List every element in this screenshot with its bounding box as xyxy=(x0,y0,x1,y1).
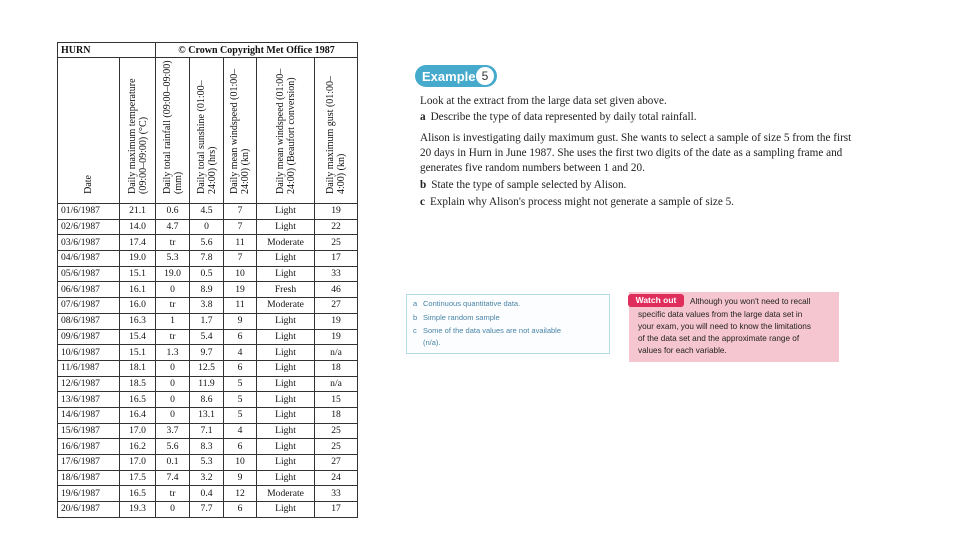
rainfall-cell: 0 xyxy=(156,376,190,392)
beaufort-cell: Light xyxy=(257,251,315,267)
example-scenario-line-2: 20 days in Hurn in June 1987. She uses the first two digits of the date as a sampling frame and xyxy=(420,147,843,159)
table-row xyxy=(58,407,358,423)
table-body xyxy=(58,204,358,518)
date-cell: 05/6/1987 xyxy=(58,266,120,282)
windspeed-cell: 19 xyxy=(224,282,257,298)
header-total-sunshine: Daily total sunshine (01:00–24:00) (hrs) xyxy=(190,58,224,204)
gust-cell: 19 xyxy=(315,329,358,345)
date-cell: 09/6/1987 xyxy=(58,329,120,345)
max-temp-cell: 15.1 xyxy=(120,266,156,282)
table-row xyxy=(58,455,358,471)
sunshine-cell: 8.6 xyxy=(190,392,224,408)
solution-a: a Continuous quantitative data. xyxy=(413,299,521,308)
table-row xyxy=(58,345,358,361)
table-row xyxy=(58,235,358,251)
windspeed-cell: 7 xyxy=(224,219,257,235)
table-row xyxy=(58,204,358,220)
example-intro: Look at the extract from the large data set given above. xyxy=(420,95,667,107)
rainfall-cell: 0 xyxy=(156,392,190,408)
date-cell: 11/6/1987 xyxy=(58,360,120,376)
sunshine-cell: 0.5 xyxy=(190,266,224,282)
beaufort-cell: Light xyxy=(257,219,315,235)
date-cell: 07/6/1987 xyxy=(58,298,120,314)
example-part-a: a Describe the type of data represented by daily total rainfall. xyxy=(420,111,697,123)
beaufort-cell: Light xyxy=(257,345,315,361)
gust-cell: 27 xyxy=(315,298,358,314)
rainfall-cell: tr xyxy=(156,486,190,502)
beaufort-cell: Light xyxy=(257,470,315,486)
max-temp-cell: 18.1 xyxy=(120,360,156,376)
gust-cell: 18 xyxy=(315,360,358,376)
date-cell: 12/6/1987 xyxy=(58,376,120,392)
max-temp-cell: 16.5 xyxy=(120,486,156,502)
location-label: HURN xyxy=(58,43,156,58)
windspeed-cell: 7 xyxy=(224,204,257,220)
date-cell: 15/6/1987 xyxy=(58,423,120,439)
gust-cell: 19 xyxy=(315,313,358,329)
sunshine-cell: 12.5 xyxy=(190,360,224,376)
gust-cell: 25 xyxy=(315,423,358,439)
gust-cell: 17 xyxy=(315,251,358,267)
windspeed-cell: 6 xyxy=(224,360,257,376)
watch-out-line-4: of the data set and the approximate range of xyxy=(638,334,800,343)
rainfall-cell: 0 xyxy=(156,360,190,376)
rainfall-cell: tr xyxy=(156,298,190,314)
windspeed-cell: 5 xyxy=(224,407,257,423)
table-row xyxy=(58,423,358,439)
rainfall-cell: 0 xyxy=(156,502,190,518)
header-total-rainfall: Daily total rainfall (09:00–09:00) (mm) xyxy=(156,58,190,204)
windspeed-cell: 10 xyxy=(224,455,257,471)
beaufort-cell: Light xyxy=(257,313,315,329)
gust-cell: 27 xyxy=(315,455,358,471)
gust-cell: n/a xyxy=(315,345,358,361)
date-cell: 16/6/1987 xyxy=(58,439,120,455)
gust-cell: 22 xyxy=(315,219,358,235)
date-cell: 08/6/1987 xyxy=(58,313,120,329)
windspeed-cell: 4 xyxy=(224,345,257,361)
sunshine-cell: 7.8 xyxy=(190,251,224,267)
header-max-temperature: Daily maximum temperature (09:00–09:00) (°C) xyxy=(120,58,156,204)
windspeed-cell: 12 xyxy=(224,486,257,502)
solutions-box xyxy=(406,294,610,354)
sunshine-cell: 8.3 xyxy=(190,439,224,455)
gust-cell: 33 xyxy=(315,486,358,502)
beaufort-cell: Moderate xyxy=(257,298,315,314)
example-badge xyxy=(415,65,497,87)
sunshine-cell: 5.3 xyxy=(190,455,224,471)
rainfall-cell: 0.6 xyxy=(156,204,190,220)
table-row xyxy=(58,486,358,502)
table-row xyxy=(58,502,358,518)
max-temp-cell: 16.1 xyxy=(120,282,156,298)
windspeed-cell: 10 xyxy=(224,266,257,282)
max-temp-cell: 19.3 xyxy=(120,502,156,518)
rainfall-cell: 1 xyxy=(156,313,190,329)
table-row xyxy=(58,298,358,314)
windspeed-cell: 9 xyxy=(224,470,257,486)
windspeed-cell: 6 xyxy=(224,329,257,345)
watch-out-line-1: Although you won't need to recall xyxy=(690,297,811,306)
windspeed-cell: 9 xyxy=(224,313,257,329)
table-row xyxy=(58,329,358,345)
watch-out-line-2: specific data values from the large data set in xyxy=(638,310,803,319)
watch-out-badge: Watch out xyxy=(628,294,684,307)
gust-cell: n/a xyxy=(315,376,358,392)
table-row xyxy=(58,470,358,486)
max-temp-cell: 18.5 xyxy=(120,376,156,392)
beaufort-cell: Fresh xyxy=(257,282,315,298)
windspeed-cell: 4 xyxy=(224,423,257,439)
sunshine-cell: 0 xyxy=(190,219,224,235)
windspeed-cell: 5 xyxy=(224,392,257,408)
sunshine-cell: 0.4 xyxy=(190,486,224,502)
beaufort-cell: Moderate xyxy=(257,486,315,502)
sunshine-cell: 13.1 xyxy=(190,407,224,423)
rainfall-cell: 0 xyxy=(156,282,190,298)
rainfall-cell: 5.6 xyxy=(156,439,190,455)
beaufort-cell: Light xyxy=(257,407,315,423)
max-temp-cell: 15.1 xyxy=(120,345,156,361)
rainfall-cell: 5.3 xyxy=(156,251,190,267)
date-cell: 14/6/1987 xyxy=(58,407,120,423)
max-temp-cell: 17.4 xyxy=(120,235,156,251)
beaufort-cell: Light xyxy=(257,329,315,345)
example-label: Example xyxy=(422,68,476,84)
date-cell: 03/6/1987 xyxy=(58,235,120,251)
solution-c-continued: (n/a). xyxy=(423,338,441,347)
gust-cell: 46 xyxy=(315,282,358,298)
date-cell: 17/6/1987 xyxy=(58,455,120,471)
rainfall-cell: tr xyxy=(156,329,190,345)
sunshine-cell: 5.6 xyxy=(190,235,224,251)
solution-b: b Simple random sample xyxy=(413,313,500,322)
example-scenario-line-1: Alison is investigating daily maximum gust. She wants to select a sample of size 5 from the first xyxy=(420,132,852,144)
table-row xyxy=(58,251,358,267)
rainfall-cell: tr xyxy=(156,235,190,251)
table-row xyxy=(58,313,358,329)
header-max-gust: Daily maximum gust (01:00–4:00) (kn) xyxy=(315,58,358,204)
gust-cell: 15 xyxy=(315,392,358,408)
copyright-label: © Crown Copyright Met Office 1987 xyxy=(156,43,358,58)
beaufort-cell: Light xyxy=(257,455,315,471)
solution-c: c Some of the data values are not available xyxy=(413,326,562,335)
watch-out-line-5: values for each variable. xyxy=(638,346,727,355)
example-part-c: c Explain why Alison's process might not generate a sample of size 5. xyxy=(420,196,734,208)
max-temp-cell: 17.0 xyxy=(120,423,156,439)
sunshine-cell: 9.7 xyxy=(190,345,224,361)
beaufort-cell: Light xyxy=(257,423,315,439)
gust-cell: 25 xyxy=(315,439,358,455)
windspeed-cell: 7 xyxy=(224,251,257,267)
max-temp-cell: 16.2 xyxy=(120,439,156,455)
sunshine-cell: 4.5 xyxy=(190,204,224,220)
beaufort-cell: Light xyxy=(257,502,315,518)
sunshine-cell: 3.2 xyxy=(190,470,224,486)
sunshine-cell: 7.1 xyxy=(190,423,224,439)
sunshine-cell: 3.8 xyxy=(190,298,224,314)
table-row xyxy=(58,439,358,455)
beaufort-cell: Light xyxy=(257,204,315,220)
table-title-row xyxy=(58,43,358,58)
max-temp-cell: 16.5 xyxy=(120,392,156,408)
beaufort-cell: Light xyxy=(257,360,315,376)
watch-out-line-3: your exam, you will need to know the limitations xyxy=(638,322,811,331)
date-cell: 04/6/1987 xyxy=(58,251,120,267)
sunshine-cell: 8.9 xyxy=(190,282,224,298)
rainfall-cell: 19.0 xyxy=(156,266,190,282)
sunshine-cell: 11.9 xyxy=(190,376,224,392)
date-cell: 06/6/1987 xyxy=(58,282,120,298)
beaufort-cell: Moderate xyxy=(257,235,315,251)
table-row xyxy=(58,219,358,235)
date-cell: 10/6/1987 xyxy=(58,345,120,361)
max-temp-cell: 19.0 xyxy=(120,251,156,267)
date-cell: 18/6/1987 xyxy=(58,470,120,486)
beaufort-cell: Light xyxy=(257,439,315,455)
header-mean-windspeed-kn: Daily mean windspeed (01:00–24:00) (kn) xyxy=(224,58,257,204)
date-cell: 19/6/1987 xyxy=(58,486,120,502)
max-temp-cell: 17.0 xyxy=(120,455,156,471)
sunshine-cell: 5.4 xyxy=(190,329,224,345)
gust-cell: 25 xyxy=(315,235,358,251)
windspeed-cell: 6 xyxy=(224,439,257,455)
max-temp-cell: 21.1 xyxy=(120,204,156,220)
date-cell: 02/6/1987 xyxy=(58,219,120,235)
date-cell: 01/6/1987 xyxy=(58,204,120,220)
windspeed-cell: 5 xyxy=(224,376,257,392)
date-cell: 20/6/1987 xyxy=(58,502,120,518)
table-row xyxy=(58,392,358,408)
windspeed-cell: 6 xyxy=(224,502,257,518)
header-date: Date xyxy=(58,58,120,204)
windspeed-cell: 11 xyxy=(224,298,257,314)
example-part-b: b State the type of sample selected by Alison. xyxy=(420,179,627,191)
date-cell: 13/6/1987 xyxy=(58,392,120,408)
example-number: 5 xyxy=(476,67,494,85)
max-temp-cell: 16.0 xyxy=(120,298,156,314)
gust-cell: 33 xyxy=(315,266,358,282)
beaufort-cell: Light xyxy=(257,266,315,282)
gust-cell: 17 xyxy=(315,502,358,518)
sunshine-cell: 7.7 xyxy=(190,502,224,518)
max-temp-cell: 16.3 xyxy=(120,313,156,329)
rainfall-cell: 7.4 xyxy=(156,470,190,486)
header-mean-windspeed-beaufort: Daily mean windspeed (01:00–24:00) (Beaufort conversion) xyxy=(257,58,315,204)
table-row xyxy=(58,266,358,282)
rainfall-cell: 0.1 xyxy=(156,455,190,471)
example-scenario-line-3: generates five random numbers between 1 and 20. xyxy=(420,162,645,174)
table-row xyxy=(58,376,358,392)
sunshine-cell: 1.7 xyxy=(190,313,224,329)
rainfall-cell: 1.3 xyxy=(156,345,190,361)
beaufort-cell: Light xyxy=(257,376,315,392)
rainfall-cell: 3.7 xyxy=(156,423,190,439)
windspeed-cell: 11 xyxy=(224,235,257,251)
gust-cell: 24 xyxy=(315,470,358,486)
max-temp-cell: 14.0 xyxy=(120,219,156,235)
max-temp-cell: 15.4 xyxy=(120,329,156,345)
max-temp-cell: 17.5 xyxy=(120,470,156,486)
rainfall-cell: 0 xyxy=(156,407,190,423)
table-row xyxy=(58,360,358,376)
rainfall-cell: 4.7 xyxy=(156,219,190,235)
weather-data-table xyxy=(57,42,358,518)
gust-cell: 19 xyxy=(315,204,358,220)
table-row xyxy=(58,282,358,298)
max-temp-cell: 16.4 xyxy=(120,407,156,423)
column-header-row xyxy=(58,58,358,204)
gust-cell: 18 xyxy=(315,407,358,423)
beaufort-cell: Light xyxy=(257,392,315,408)
